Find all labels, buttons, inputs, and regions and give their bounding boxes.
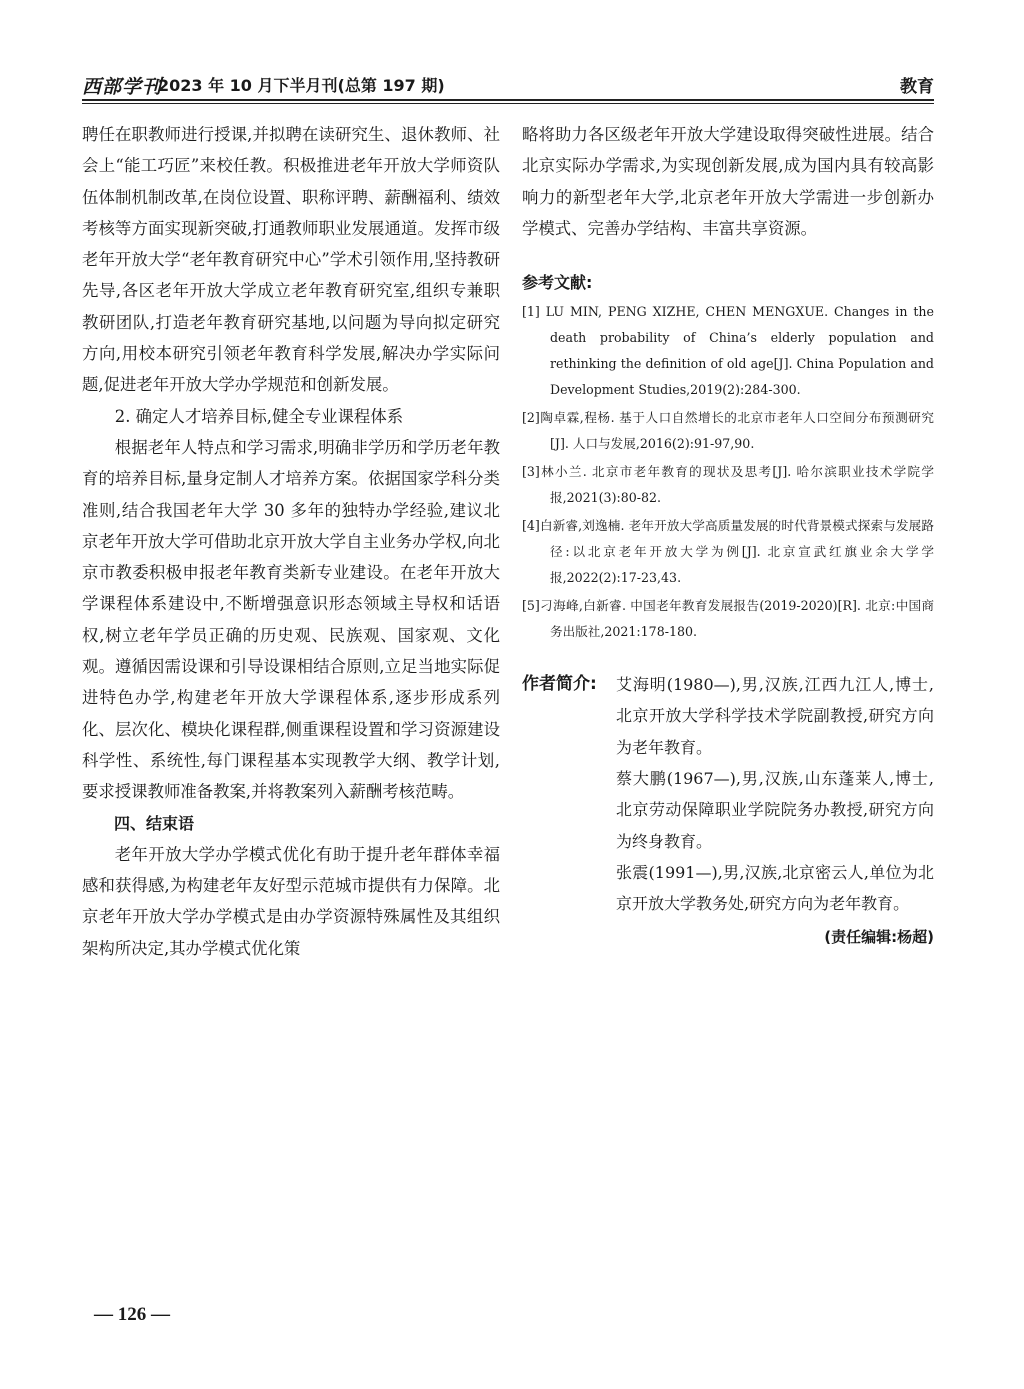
issue-info: 2023 年 10 月下半月刊(总第 197 期)	[158, 76, 445, 95]
sub-heading: 2. 确定人才培养目标,健全专业课程体系	[114, 406, 404, 426]
reference-item: [2]陶卓霖,程杨. 基于人口自然增长的北京市老年人口空间分布预测研究[J]. 人口与发展,2016(2):91-97,90.	[522, 410, 934, 452]
reference-item: [1] LU MIN, PENG XIZHE, CHEN MENGXUE. Changes in the death probability of China’s elderly population and rethinking the definition of old age[J]. China Population and Development Studies,2019(2):284-300.	[522, 304, 934, 398]
reference-item: [3]林小兰. 北京市老年教育的现状及思考[J]. 哈尔滨职业技术学院学报,2021(3):80-82.	[522, 464, 934, 506]
header-rule-thin	[82, 103, 934, 104]
author-entry: 张震(1991—),男,汉族,北京密云人,单位为北京开放大学教务处,研究方向为老年教育。	[616, 862, 934, 914]
reference-item: [5]刁海峰,白新睿. 中国老年教育发展报告(2019-2020)[R]. 北京:中国商务出版社,2021:178-180.	[522, 598, 934, 640]
editor-note: (责任编辑:杨超)	[824, 927, 934, 946]
section-heading: 四、结束语	[114, 813, 195, 833]
references-title: 参考文献:	[522, 273, 593, 293]
paragraph: 根据老年人特点和学习需求,明确非学历和学历老年教育的培养目标,量身定制人才培养方案。依据国家学科分类准则,结合我国老年大学 30 多年的独特办学经验,建议北京老年开放大学可借助北京开放大学自主业务办学权,向北京市教委积极申报老年教育类新专业建设。在老年开放大学课程体系建设中,不断增强意识形态领域主导权和话语权,树立老年学员正确的历史观、民族观、国家观、文化观。遵循因需设课和引导设课相结合原则,立足当地实际促进特色办学,构建老年开放大学课程体系,逐步形成系列化、层次化、模块化课程群,侧重课程设置和学习资源建设科学性、系统性,每门课程基本实现教学大纲、教学计划,要求授课教师准备教案,并将教案列入薪酬考核范畴。	[82, 437, 500, 802]
paragraph: 老年开放大学办学模式优化有助于提升老年群体幸福感和获得感,为构建老年友好型示范城市提供有力保障。北京老年开放大学办学模式是由办学资源特殊属性及其组织架构所决定,其办学模式优化策	[82, 844, 500, 958]
header-rule-thick	[82, 99, 934, 101]
reference-item: [4]白新睿,刘逸楠. 老年开放大学高质量发展的时代背景模式探索与发展路径:以北京老年开放大学为例[J]. 北京宣武红旗业余大学学报,2022(2):17-23,43.	[522, 518, 934, 586]
journal-logo: 西部学刊	[82, 76, 163, 98]
page-number: — 126 —	[94, 1304, 170, 1325]
author-entry: 蔡大鹏(1967—),男,汉族,山东蓬莱人,博士,北京劳动保障职业学院院务办教授,研究方向为终身教育。	[616, 769, 934, 851]
left-column	[82, 119, 500, 964]
section-label: 教育	[900, 77, 934, 97]
authors-title: 作者简介:	[522, 674, 597, 695]
paragraph: 略将助力各区级老年开放大学建设取得突破性进展。结合北京实际办学需求,为实现创新发展,成为国内具有较高影响力的新型老年大学,北京老年开放大学需进一步创新办学模式、完善办学结构、丰富共享资源。	[522, 125, 934, 238]
paragraph: 聘任在职教师进行授课,并拟聘在读研究生、退休教师、社会上“能工巧匠”来校任教。积极推进老年开放大学师资队伍体制机制改革,在岗位设置、职称评聘、薪酬福利、绩效考核等方面实现新突破,打通教师职业发展通道。发挥市级老年开放大学“老年教育研究中心”学术引领作用,坚持教研先导,各区老年开放大学成立老年教育研究室,组织专兼职教研团队,打造老年教育研究基地,以问题为导向拟定研究方向,用校本研究引领老年教育科学发展,解决办学实际问题,促进老年开放大学办学规范和创新发展。	[82, 125, 500, 395]
right-column	[522, 119, 934, 947]
author-info	[522, 669, 934, 919]
page-header	[82, 72, 934, 98]
author-entry: 艾海明(1980—),男,汉族,江西九江人,博士,北京开放大学科学技术学院副教授,研究方向为老年教育。	[616, 675, 934, 757]
